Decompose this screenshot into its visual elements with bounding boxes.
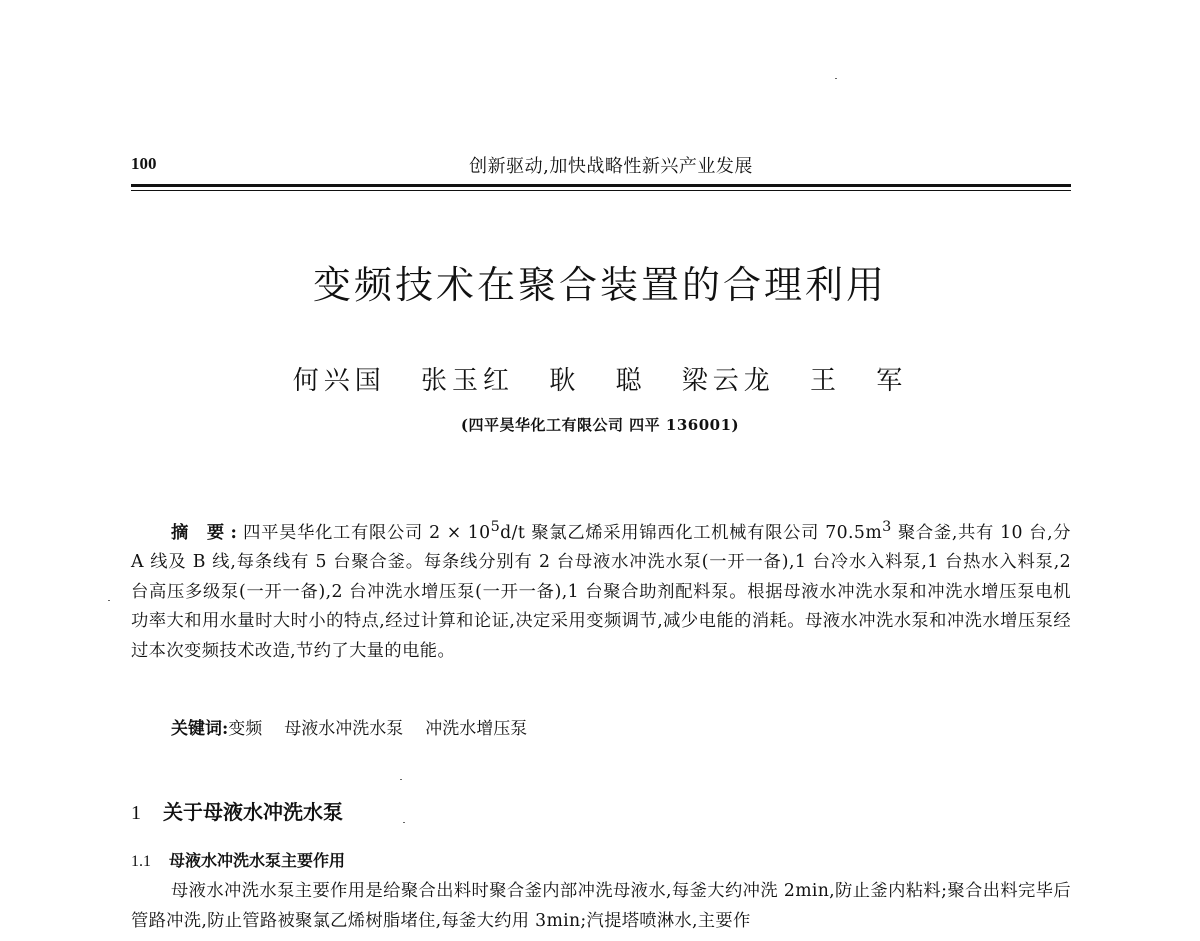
abstract-superscript-3: 3	[882, 519, 892, 535]
keywords-label: 关键词:	[171, 719, 229, 739]
journal-title: 创新驱动,加快战略性新兴产业发展	[469, 156, 753, 177]
keywords	[171, 714, 1071, 739]
header-rule-thick	[131, 184, 1071, 187]
keyword-item: 母液水冲洗水泵	[284, 719, 404, 739]
running-header	[131, 150, 1071, 184]
keyword-item: 变频	[228, 719, 263, 739]
abstract-superscript-5: 5	[490, 519, 501, 535]
subsection-heading-1-1	[131, 848, 345, 871]
subsection-number: 1.1	[131, 853, 151, 870]
subsection-title: 母液水冲洗水泵主要作用	[169, 851, 346, 870]
section-title: 关于母液水冲洗水泵	[163, 800, 343, 824]
page-number: 100	[131, 154, 157, 173]
abstract-text-2: d/t 聚氯乙烯采用锦西化工机械有限公司 70.5m	[500, 522, 883, 543]
keyword-item: 冲洗水增压泵	[425, 719, 528, 739]
scan-speck	[835, 78, 837, 79]
author-list: 何兴国 张玉红 耿 聪 梁云龙 王 军	[292, 366, 908, 396]
abstract-text-3: 聚合釜,共有 10 台,分 A 线及 B 线,每条线有 5 台聚合釜。每条线分别有 2 台母液水冲洗水泵(一开一备),1 台冷水入料泵,1 台热水入料泵,2 台高压多级泵(一开一备),2 台冲洗水增压泵(一开一备),1 台聚合助剂配料泵。根据母液水冲洗水泵和冲洗水增压泵电机功率大和用水量时大时小的特点,经过计算和论证,决定采用变频调节,减少电能的消耗。母液水冲洗水泵和冲洗水增压泵经过本次变频技术改造,节约了大量的电能。	[131, 522, 1071, 661]
affiliation: (四平昊华化工有限公司 四平 136001)	[460, 416, 740, 434]
section-heading-1	[131, 796, 343, 825]
abstract	[131, 513, 1071, 666]
scan-speck	[400, 779, 402, 780]
scan-speck	[108, 600, 110, 601]
scan-speck	[403, 822, 405, 823]
abstract-text-1: 四平昊华化工有限公司 2 × 10	[242, 522, 491, 543]
body-paragraph: 母液水冲洗水泵主要作用是给聚合出料时聚合釜内部冲洗母液水,每釜大约冲洗 2min,防止釜内粘料;聚合出料完毕后管路冲洗,防止管路被聚氯乙烯树脂堵住,每釜大约用 3min;汽提塔喷淋水,主要作	[131, 881, 1071, 931]
header-rule-thin	[131, 190, 1071, 191]
abstract-label: 摘 要:	[171, 522, 243, 543]
paper-title: 变频技术在聚合装置的合理利用	[312, 263, 887, 307]
section-number: 1	[131, 802, 141, 824]
